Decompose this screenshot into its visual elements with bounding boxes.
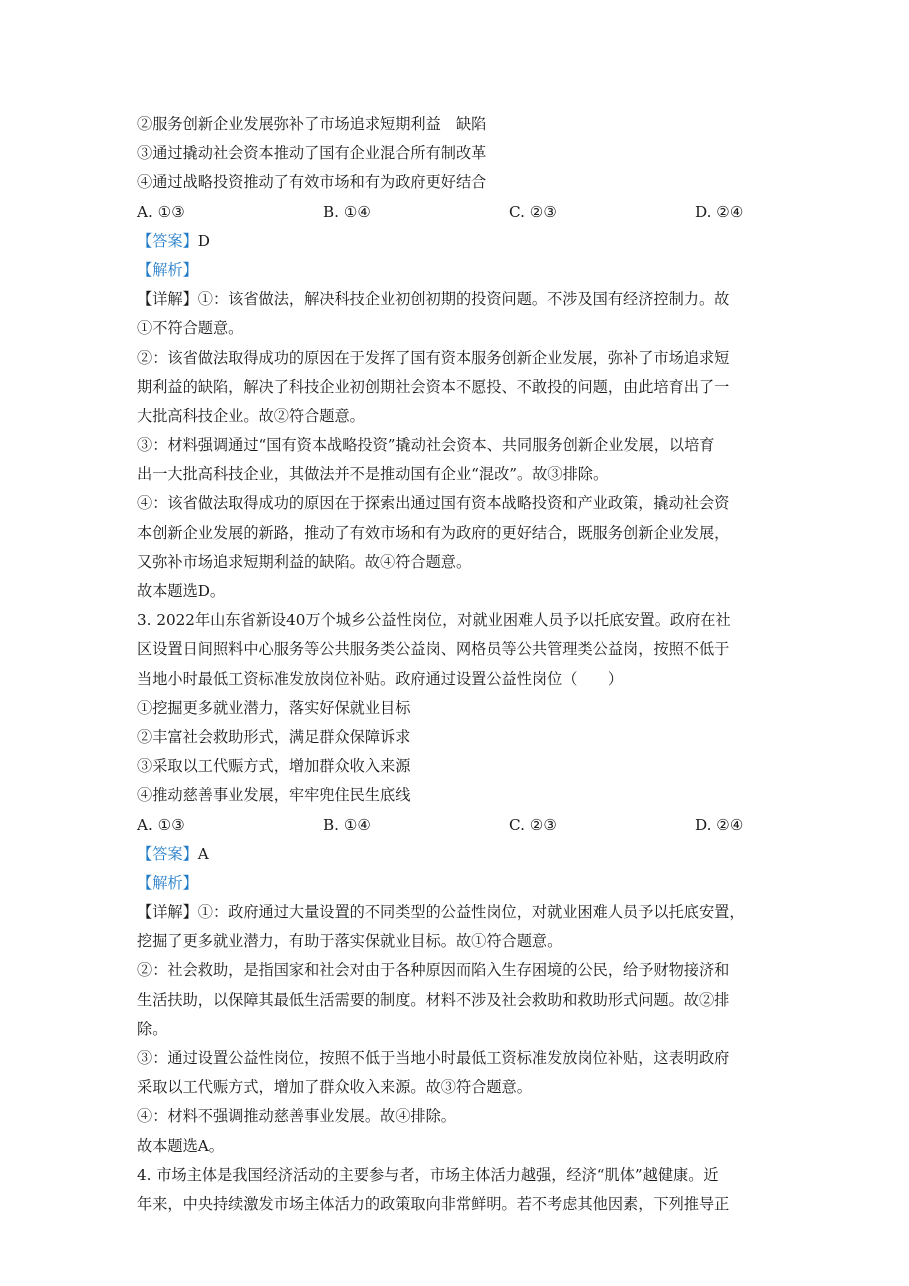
q2-option-b: B. ①④ (323, 202, 372, 221)
q3-detail-tag: 【详解】 (137, 903, 198, 922)
q2-conclusion: 故本题选D。 (137, 582, 226, 600)
q2-detail-line: 又弥补市场追求短期利益的缺陷。故④符合题意。 (137, 552, 472, 571)
q3-analysis-heading (137, 869, 777, 898)
q3-detail-line: 除。 (137, 1019, 168, 1038)
q3-analysis-tag: 【解析】 (137, 873, 198, 892)
q2-answer-tag: 【答案】 (137, 231, 198, 250)
q2-option-c: C. ②③ (509, 202, 557, 221)
q3-detail-line: 生活扶助，以保障其最低生活需要的制度。材料不涉及社会救助和救助形式问题。故②排 (137, 990, 730, 1009)
q3-detail-line: ③：通过设置公益性岗位，按照不低于当地小时最低工资标准发放岗位补贴，这表明政府 (137, 1049, 730, 1067)
q2-detail-line: 出一大批高科技企业，其做法并不是推动国有企业“混改”。故③排除。 (137, 465, 609, 484)
q2-detail-line: ②：该省做法取得成功的原因在于发挥了国有资本服务创新企业发展，弥补了市场追求短 (137, 348, 730, 367)
q2-statement-4: ④通过战略投资推动了有效市场和有为政府更好结合 (137, 173, 487, 192)
q3-options (137, 811, 777, 840)
q3-detail-line: 采取以工代赈方式，增加了群众收入来源。故③符合题意。 (137, 1078, 532, 1097)
q2-statement-3: ③通过撬动社会资本推动了国有企业混合所有制改革 (137, 144, 487, 163)
q3-answer-value: A (197, 844, 209, 863)
q2-analysis-heading (137, 256, 777, 285)
q2-statement-2: ②服务创新企业发展弥补了市场追求短期利益 缺陷 (137, 115, 487, 133)
q4-stem-line: 4. 市场主体是我国经济活动的主要参与者，市场主体活力越强，经济“肌体”越健康。近 (137, 1165, 719, 1184)
q3-statement-3: ③采取以工代赈方式，增加群众收入来源 (137, 757, 411, 776)
q3-stem-line: 3. 2022年山东省新设40万个城乡公益性岗位，对就业困难人员予以托底安置。政府在社 (137, 611, 731, 630)
q3-option-b: B. ①④ (323, 815, 372, 834)
q2-answer (137, 227, 777, 256)
q3-option-c: C. ②③ (509, 815, 557, 834)
q2-detail-text: ①：该省做法，解决科技企业初创初期的投资问题。不涉及国有经济控制力。故 (197, 290, 730, 309)
q2-options (137, 198, 777, 227)
q2-option-a: A. ①③ (137, 202, 185, 221)
q2-detail-line: ①不符合题意。 (137, 319, 244, 338)
q2-answer-value: D (197, 231, 210, 250)
q2-detail-line: ④：该省做法取得成功的原因在于探索出通过国有资本战略投资和产业政策，撬动社会资 (137, 494, 730, 513)
q2-option-d: D. ②④ (695, 202, 744, 221)
q3-detail-line: ②：社会救助，是指国家和社会对由于各种原因而陷入生存困境的公民，给予财物接济和 (137, 961, 730, 980)
q2-detail-line: 期利益的缺陷，解决了科技企业初创期社会资本不愿投、不敢投的问题，由此培育出了一 (137, 377, 730, 396)
q2-analysis-tag: 【解析】 (137, 260, 198, 279)
q3-detail-text: ①：政府通过大量设置的不同类型的公益性岗位，对就业困难人员予以托底安置， (197, 903, 745, 922)
q3-statement-4: ④推动慈善事业发展，牢牢兜住民生底线 (137, 786, 411, 805)
document-page (137, 110, 777, 1219)
q3-detail-line (137, 898, 777, 927)
q3-detail-line: ④：材料不强调推动慈善事业发展。故④排除。 (137, 1107, 456, 1126)
q4-stem-line: 年来，中央持续激发市场主体活力的政策取向非常鲜明。若不考虑其他因素，下列推导正 (137, 1194, 730, 1213)
q3-conclusion: 故本题选A。 (137, 1136, 224, 1155)
q2-detail-line (137, 285, 777, 314)
q3-answer-tag: 【答案】 (137, 844, 198, 863)
q3-option-d: D. ②④ (695, 815, 744, 834)
q3-stem-line: 当地小时最低工资标准发放岗位补贴。政府通过设置公益性岗位（ ） (137, 669, 623, 688)
q3-option-a: A. ①③ (137, 815, 185, 834)
q3-detail-line: 挖掘了更多就业潜力，有助于落实保就业目标。故①符合题意。 (137, 932, 563, 951)
q2-detail-line: 本创新企业发展的新路，推动了有效市场和有为政府的更好结合，既服务创新企业发展， (137, 523, 730, 542)
q2-detail-tag: 【详解】 (137, 290, 198, 309)
q3-statement-1: ①挖掘更多就业潜力，落实好保就业目标 (137, 698, 411, 717)
q3-answer (137, 840, 777, 869)
q3-stem-line: 区设置日间照料中心服务等公共服务类公益岗、网格员等公共管理类公益岗，按照不低于 (137, 640, 730, 659)
q2-detail-line: 大批高科技企业。故②符合题意。 (137, 406, 365, 425)
q2-detail-line: ③：材料强调通过“国有资本战略投资”撬动社会资本、共同服务创新企业发展，以培育 (137, 436, 715, 455)
q3-statement-2: ②丰富社会救助形式，满足群众保障诉求 (137, 727, 411, 746)
